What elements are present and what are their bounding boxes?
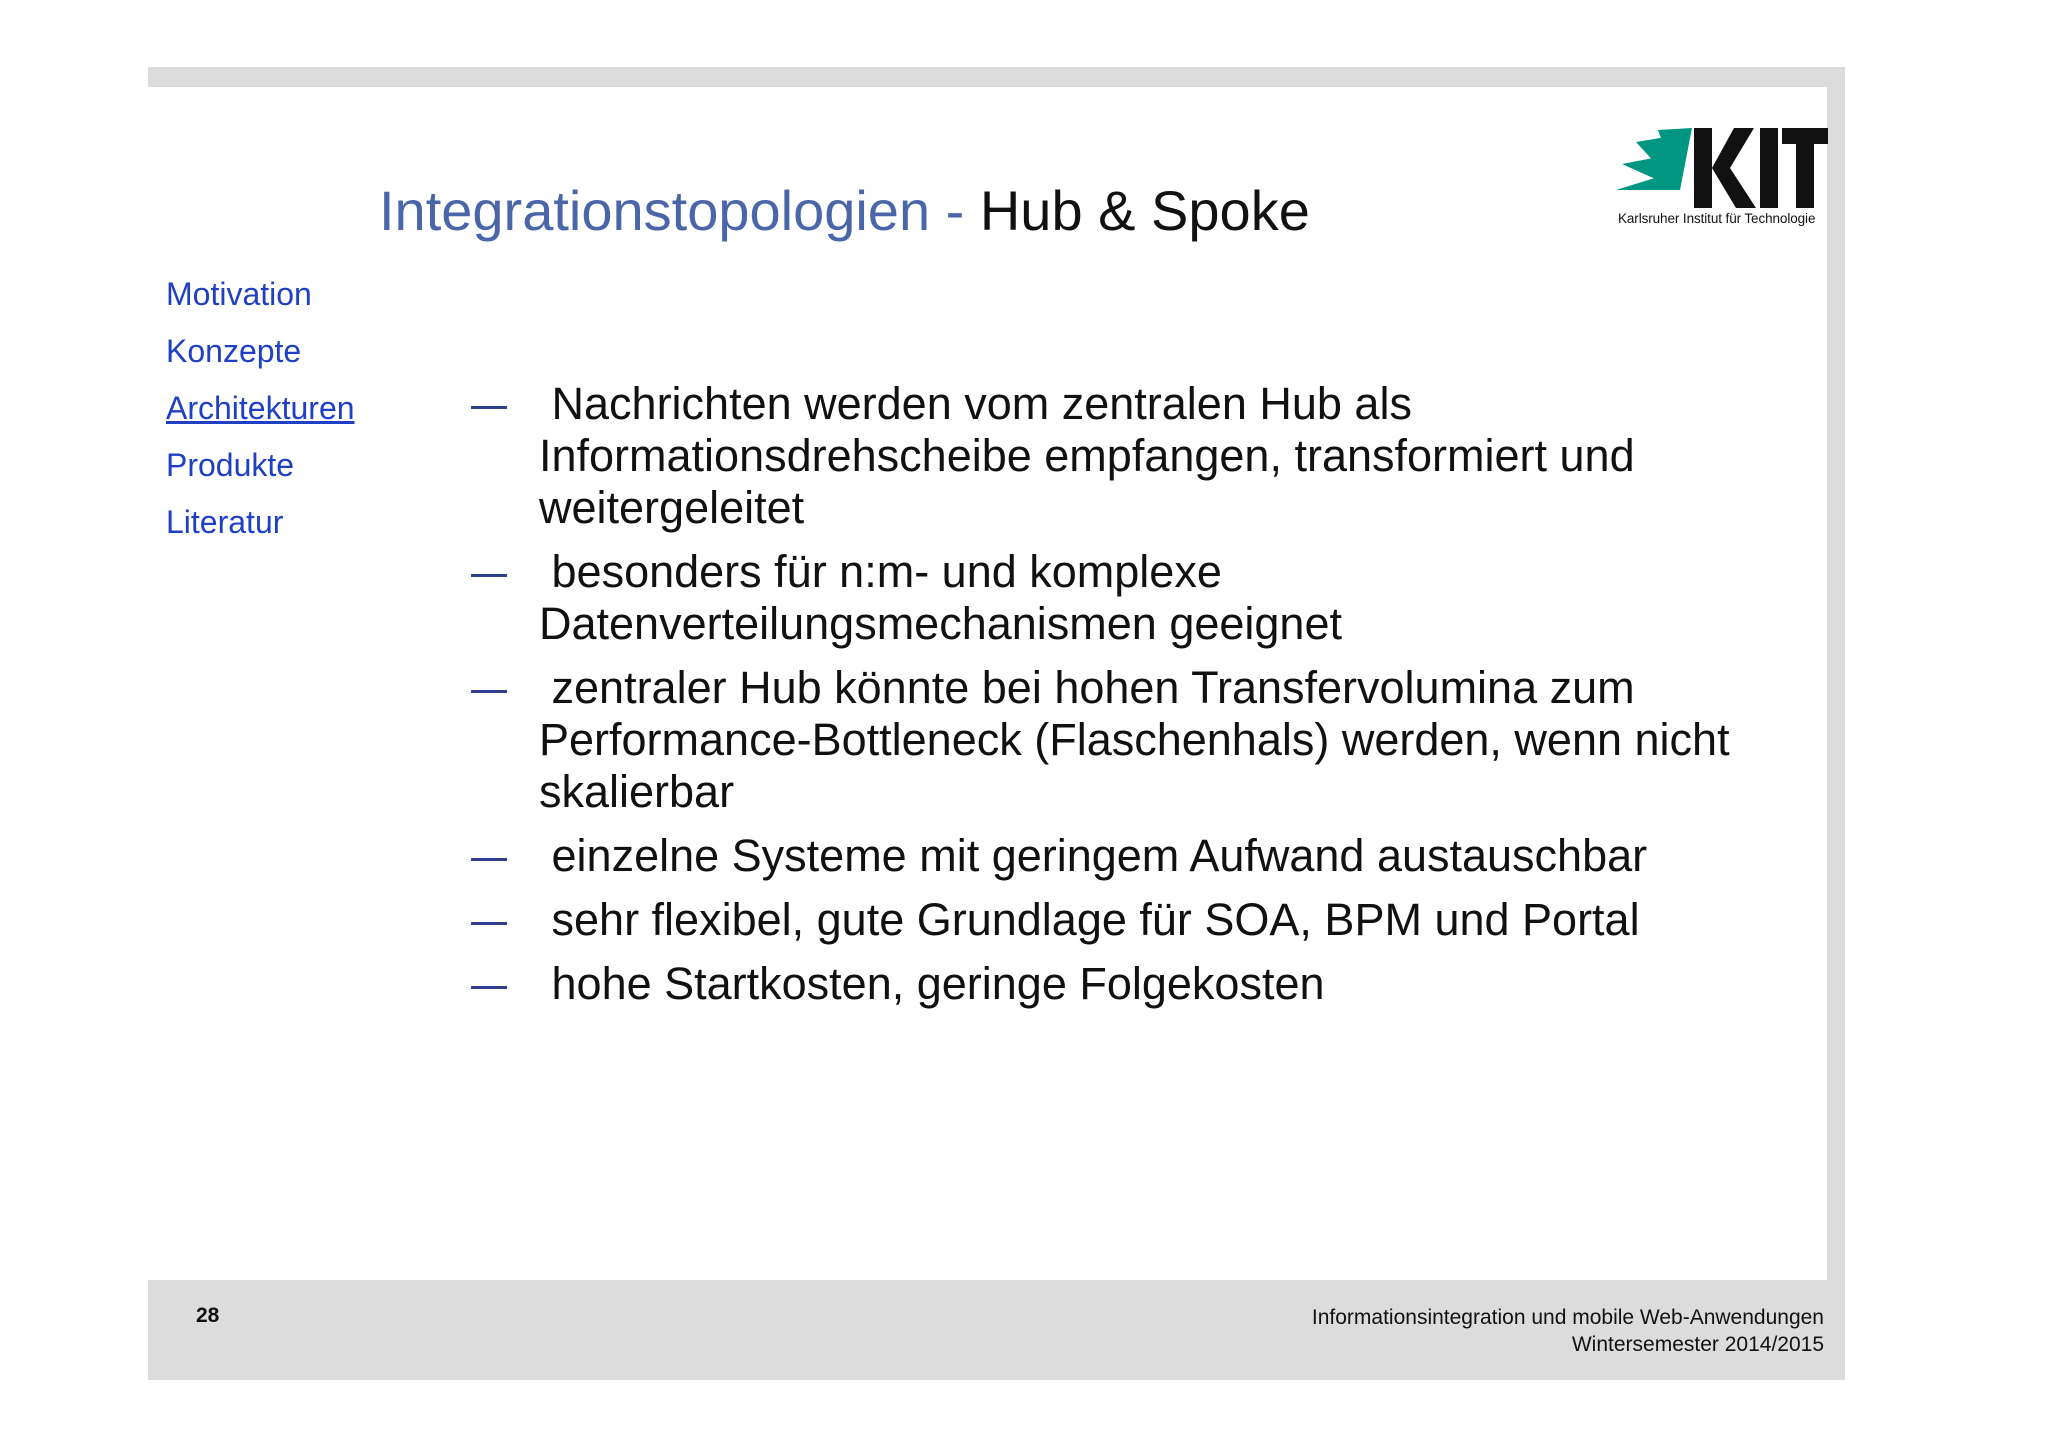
page-number: 28 — [196, 1304, 220, 1327]
bullet-text: zentraler Hub könnte bei hohen Transfervolumina zum Performance-Bottleneck (Flaschenhals) werden, wenn nicht skalierbar — [539, 662, 1730, 817]
bullet-text: sehr flexibel, gute Grundlage für SOA, BPM und Portal — [551, 894, 1640, 945]
nav-item-konzepte[interactable]: Konzepte — [166, 333, 302, 369]
bullet-item — [471, 662, 1771, 818]
bullet-item — [471, 830, 1771, 882]
dash-bullet-icon — [471, 986, 507, 989]
bullet-item — [471, 894, 1771, 946]
nav-item-literatur[interactable]: Literatur — [166, 504, 284, 540]
kit-logo-rays-icon — [1616, 128, 1692, 190]
nav-item-architekturen[interactable]: Architekturen — [166, 390, 355, 426]
nav-item-produkte[interactable]: Produkte — [166, 447, 295, 483]
bullet-list — [471, 378, 1771, 1022]
footer-info — [1312, 1304, 1824, 1358]
bullet-text: besonders für n:m- und komplexe Datenverteilungsmechanismen geeignet — [539, 546, 1342, 649]
bullet-text: einzelne Systeme mit geringem Aufwand austauschbar — [551, 830, 1648, 881]
logo-subtitle: Karlsruher Institut für Technologie — [1618, 211, 1816, 226]
footer-course: Informationsintegration und mobile Web-Anwendungen — [1311, 1306, 1824, 1329]
bullet-text: hohe Startkosten, geringe Folgekosten — [551, 958, 1325, 1009]
dash-bullet-icon — [471, 406, 507, 409]
footer-semester: Wintersemester 2014/2015 — [1571, 1333, 1824, 1356]
bullet-item — [471, 546, 1771, 650]
bullet-text: Nachrichten werden vom zentralen Hub als Informationsdrehscheibe empfangen, transformiert und weitergeleitet — [539, 378, 1635, 533]
dash-bullet-icon — [471, 574, 507, 577]
slide-title — [379, 178, 1310, 244]
sidebar-nav — [166, 266, 355, 551]
bullet-item — [471, 378, 1771, 534]
title-sub: Hub & Spoke — [979, 179, 1310, 242]
slide-frame-right — [1827, 67, 1845, 1380]
kit-logo-letters — [1694, 128, 1828, 208]
dash-bullet-icon — [471, 858, 507, 861]
nav-item-motivation[interactable]: Motivation — [166, 276, 312, 312]
bullet-item — [471, 958, 1771, 1010]
dash-bullet-icon — [471, 922, 507, 925]
slide-frame-top — [148, 67, 1845, 87]
title-main: Integrationstopologien - — [379, 179, 965, 242]
dash-bullet-icon — [471, 690, 507, 693]
